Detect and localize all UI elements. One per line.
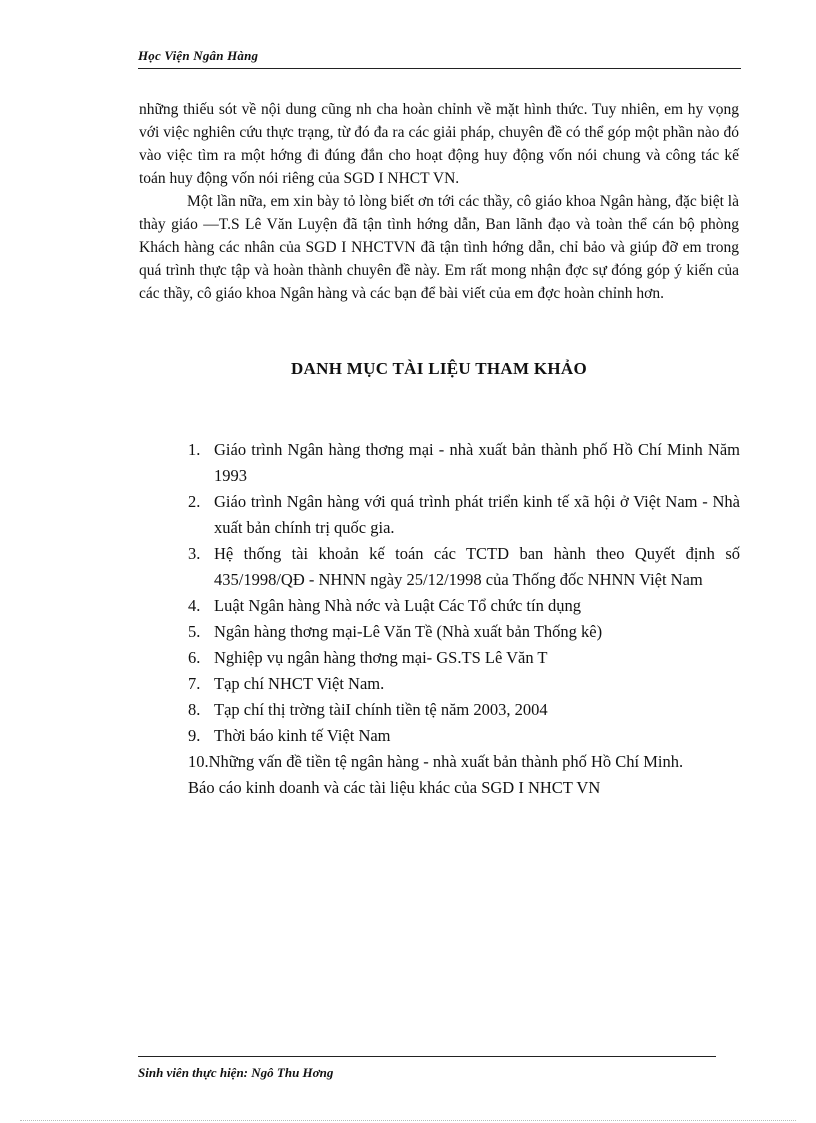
reference-number: 8. <box>188 700 201 719</box>
reference-item <box>188 437 740 489</box>
reference-number: 6. <box>188 648 201 667</box>
reference-text: Tạp chí NHCT Việt Nam. <box>214 674 385 693</box>
reference-text: Tạp chí thị trờng tàiI chính tiền tệ năm 2003, 2004 <box>214 700 548 719</box>
reference-text: Giáo trình Ngân hàng thơng mại - nhà xuất bản thành phố Hồ Chí Minh Năm 1993 <box>214 440 740 485</box>
reference-number: 3. <box>188 544 201 563</box>
reference-item <box>188 619 740 645</box>
reference-number: 5. <box>188 622 201 641</box>
reference-number: 9. <box>188 726 201 745</box>
reference-number: 2. <box>188 492 201 511</box>
reference-text: Giáo trình Ngân hàng với quá trình phát triển kinh tế xã hội ở Việt Nam - Nhà xuất bản chính trị quốc gia. <box>214 492 740 537</box>
references-title: DANH MỤC TÀI LIỆU THAM KHẢO <box>290 359 588 378</box>
paragraph-2: Một lần nữa, em xin bày tỏ lòng biết ơn tới các thầy, cô giáo khoa Ngân hàng, đặc biệt là thày giáo —T.S Lê Văn Luyện đã tận tình hớng dẫn, Ban lãnh đạo và toàn thể cán bộ phòng Khách hàng các nhân của SGD I NHCTVN đã tận tình hớng dẫn, chỉ bảo và giúp đỡ em trong quá trình thực tập và hoàn thành chuyên đề này. Em rất mong nhận đợc sự đóng góp ý kiến của các thầy, cô giáo khoa Ngân hàng và các bạn để bài viết của em đợc hoàn chỉnh hơn. <box>139 193 739 302</box>
reference-item <box>188 489 740 541</box>
reference-text: Luật Ngân hàng Nhà nớc và Luật Các Tổ chức tín dụng <box>214 596 581 615</box>
reference-closing: Báo cáo kinh doanh và các tài liệu khác của SGD I NHCT VN <box>188 778 601 797</box>
footer-rule <box>138 1056 716 1057</box>
page-header <box>138 48 741 69</box>
reference-text: Thời báo kinh tế Việt Nam <box>214 726 391 745</box>
reference-text: Hệ thống tài khoản kế toán các TCTD ban hành theo Quyết định số 435/1998/QĐ - NHNN ngày 25/12/1998 của Thống đốc NHNN Việt Nam <box>214 544 740 589</box>
reference-item <box>188 697 740 723</box>
body-text <box>139 98 739 305</box>
reference-item <box>188 723 740 749</box>
reference-number: 4. <box>188 596 201 615</box>
reference-item <box>188 593 740 619</box>
footer-author: Sinh viên thực hiện: Ngô Thu Hơng <box>138 1065 334 1080</box>
reference-item <box>188 541 740 593</box>
reference-number: 7. <box>188 674 201 693</box>
reference-item <box>188 671 740 697</box>
reference-text: Nghiệp vụ ngân hàng thơng mại- GS.TS Lê Văn T <box>214 648 548 667</box>
reference-item-10: 10.Những vấn đề tiền tệ ngân hàng - nhà xuất bản thành phố Hồ Chí Minh. <box>188 752 684 771</box>
reference-text: Ngân hàng thơng mại-Lê Văn Tề (Nhà xuất bản Thống kê) <box>214 622 603 641</box>
page-edge-divider <box>20 1120 796 1121</box>
header-title: Học Viện Ngân Hàng <box>138 48 259 63</box>
references-list <box>188 437 740 801</box>
paragraph-1: những thiếu sót về nội dung cũng nh cha hoàn chỉnh về mặt hình thức. Tuy nhiên, em hy vọng với việc nghiên cứu thực trạng, từ đó đa ra các giải pháp, chuyên đề có thể góp một phần nào đó vào việc tìm ra một hớng đi đúng đắn cho hoạt động huy động vốn nói chung và công tác kế toán huy động vốn nói riêng của SGD I NHCT VN. <box>139 101 739 187</box>
reference-number: 1. <box>188 440 201 459</box>
reference-item <box>188 645 740 671</box>
